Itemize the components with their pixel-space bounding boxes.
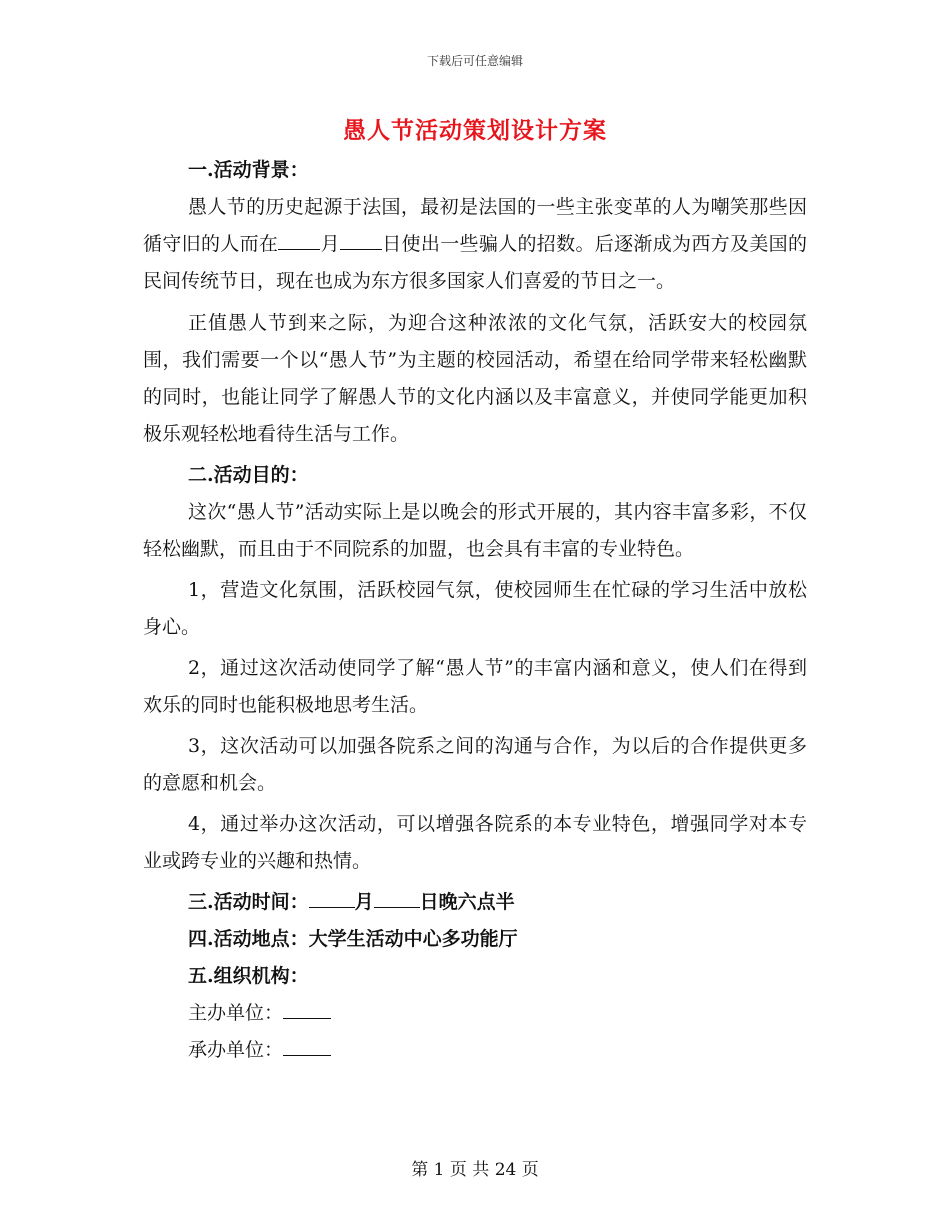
section-heading-organization: 五.组织机构： <box>188 965 309 987</box>
blank-organizer-unit <box>283 1037 331 1056</box>
blank-month <box>309 889 355 908</box>
paragraph-purpose-3: 3，这次活动可以加强各院系之间的沟通与合作，为以后的合作提供更多的意愿和机会。 <box>143 735 807 794</box>
header-note: 下载后可任意编辑 <box>426 54 523 68</box>
blank-month <box>278 231 320 250</box>
blank-day <box>374 889 420 908</box>
host-unit-label: 主办单位： <box>188 1002 284 1024</box>
time-month: 月 <box>354 891 374 913</box>
document-title: 愚人节活动策划设计方案 <box>343 117 607 144</box>
paragraph-purpose-1: 1，营造文化氛围，活跃校园气氛，使校园师生在忙碌的学习生活中放松身心。 <box>143 579 807 638</box>
section-heading-location: 四.活动地点：大学生活动中心多功能厅 <box>188 928 518 950</box>
paragraph-text: 月 <box>320 233 340 255</box>
page-footer: 第 1 页 共 24 页 <box>411 1160 539 1180</box>
document-body <box>143 152 807 1069</box>
paragraph-background-1 <box>143 189 807 300</box>
paragraph-purpose-intro: 这次“愚人节”活动实际上是以晚会的形式开展的，其内容丰富多彩，不仅轻松幽默，而且由于不同院系的加盟，也会具有丰富的专业特色。 <box>143 501 807 560</box>
section-heading-background: 一.活动背景： <box>188 159 309 181</box>
section-heading-time <box>188 884 807 921</box>
organizer-unit-line <box>188 1032 807 1069</box>
paragraph-text: 愚人节的历史起源于法国，最初是法国的一些主张变革的人为嘲笑那些因循守旧的人而在 <box>143 196 807 255</box>
time-label: 三.活动时间： <box>188 891 309 913</box>
blank-host-unit <box>283 1000 331 1019</box>
paragraph-text: 日使出一些骗人的招数。后逐渐成为西方及美国的民间传统节日，现在也成为东方很多国家人们喜爱的节日之一。 <box>143 233 807 292</box>
paragraph-purpose-4: 4，通过举办这次活动，可以增强各院系的本专业特色，增强同学对本专业或跨专业的兴趣和热情。 <box>143 813 807 872</box>
host-unit-line <box>188 995 807 1032</box>
organizer-unit-label: 承办单位： <box>188 1039 284 1061</box>
section-heading-purpose: 二.活动目的： <box>188 464 309 486</box>
blank-day <box>340 231 382 250</box>
time-rest: 日晚六点半 <box>419 891 515 913</box>
paragraph-background-2: 正值愚人节到来之际，为迎合这种浓浓的文化气氛，活跃安大的校园氛围，我们需要一个以“愚人节”为主题的校园活动，希望在给同学带来轻松幽默的同时，也能让同学了解愚人节的文化内涵以及丰富意义，并使同学能更加积极乐观轻松地看待生活与工作。 <box>143 312 807 445</box>
paragraph-purpose-2: 2，通过这次活动使同学了解“愚人节”的丰富内涵和意义，使人们在得到欢乐的同时也能积极地思考生活。 <box>143 657 807 716</box>
